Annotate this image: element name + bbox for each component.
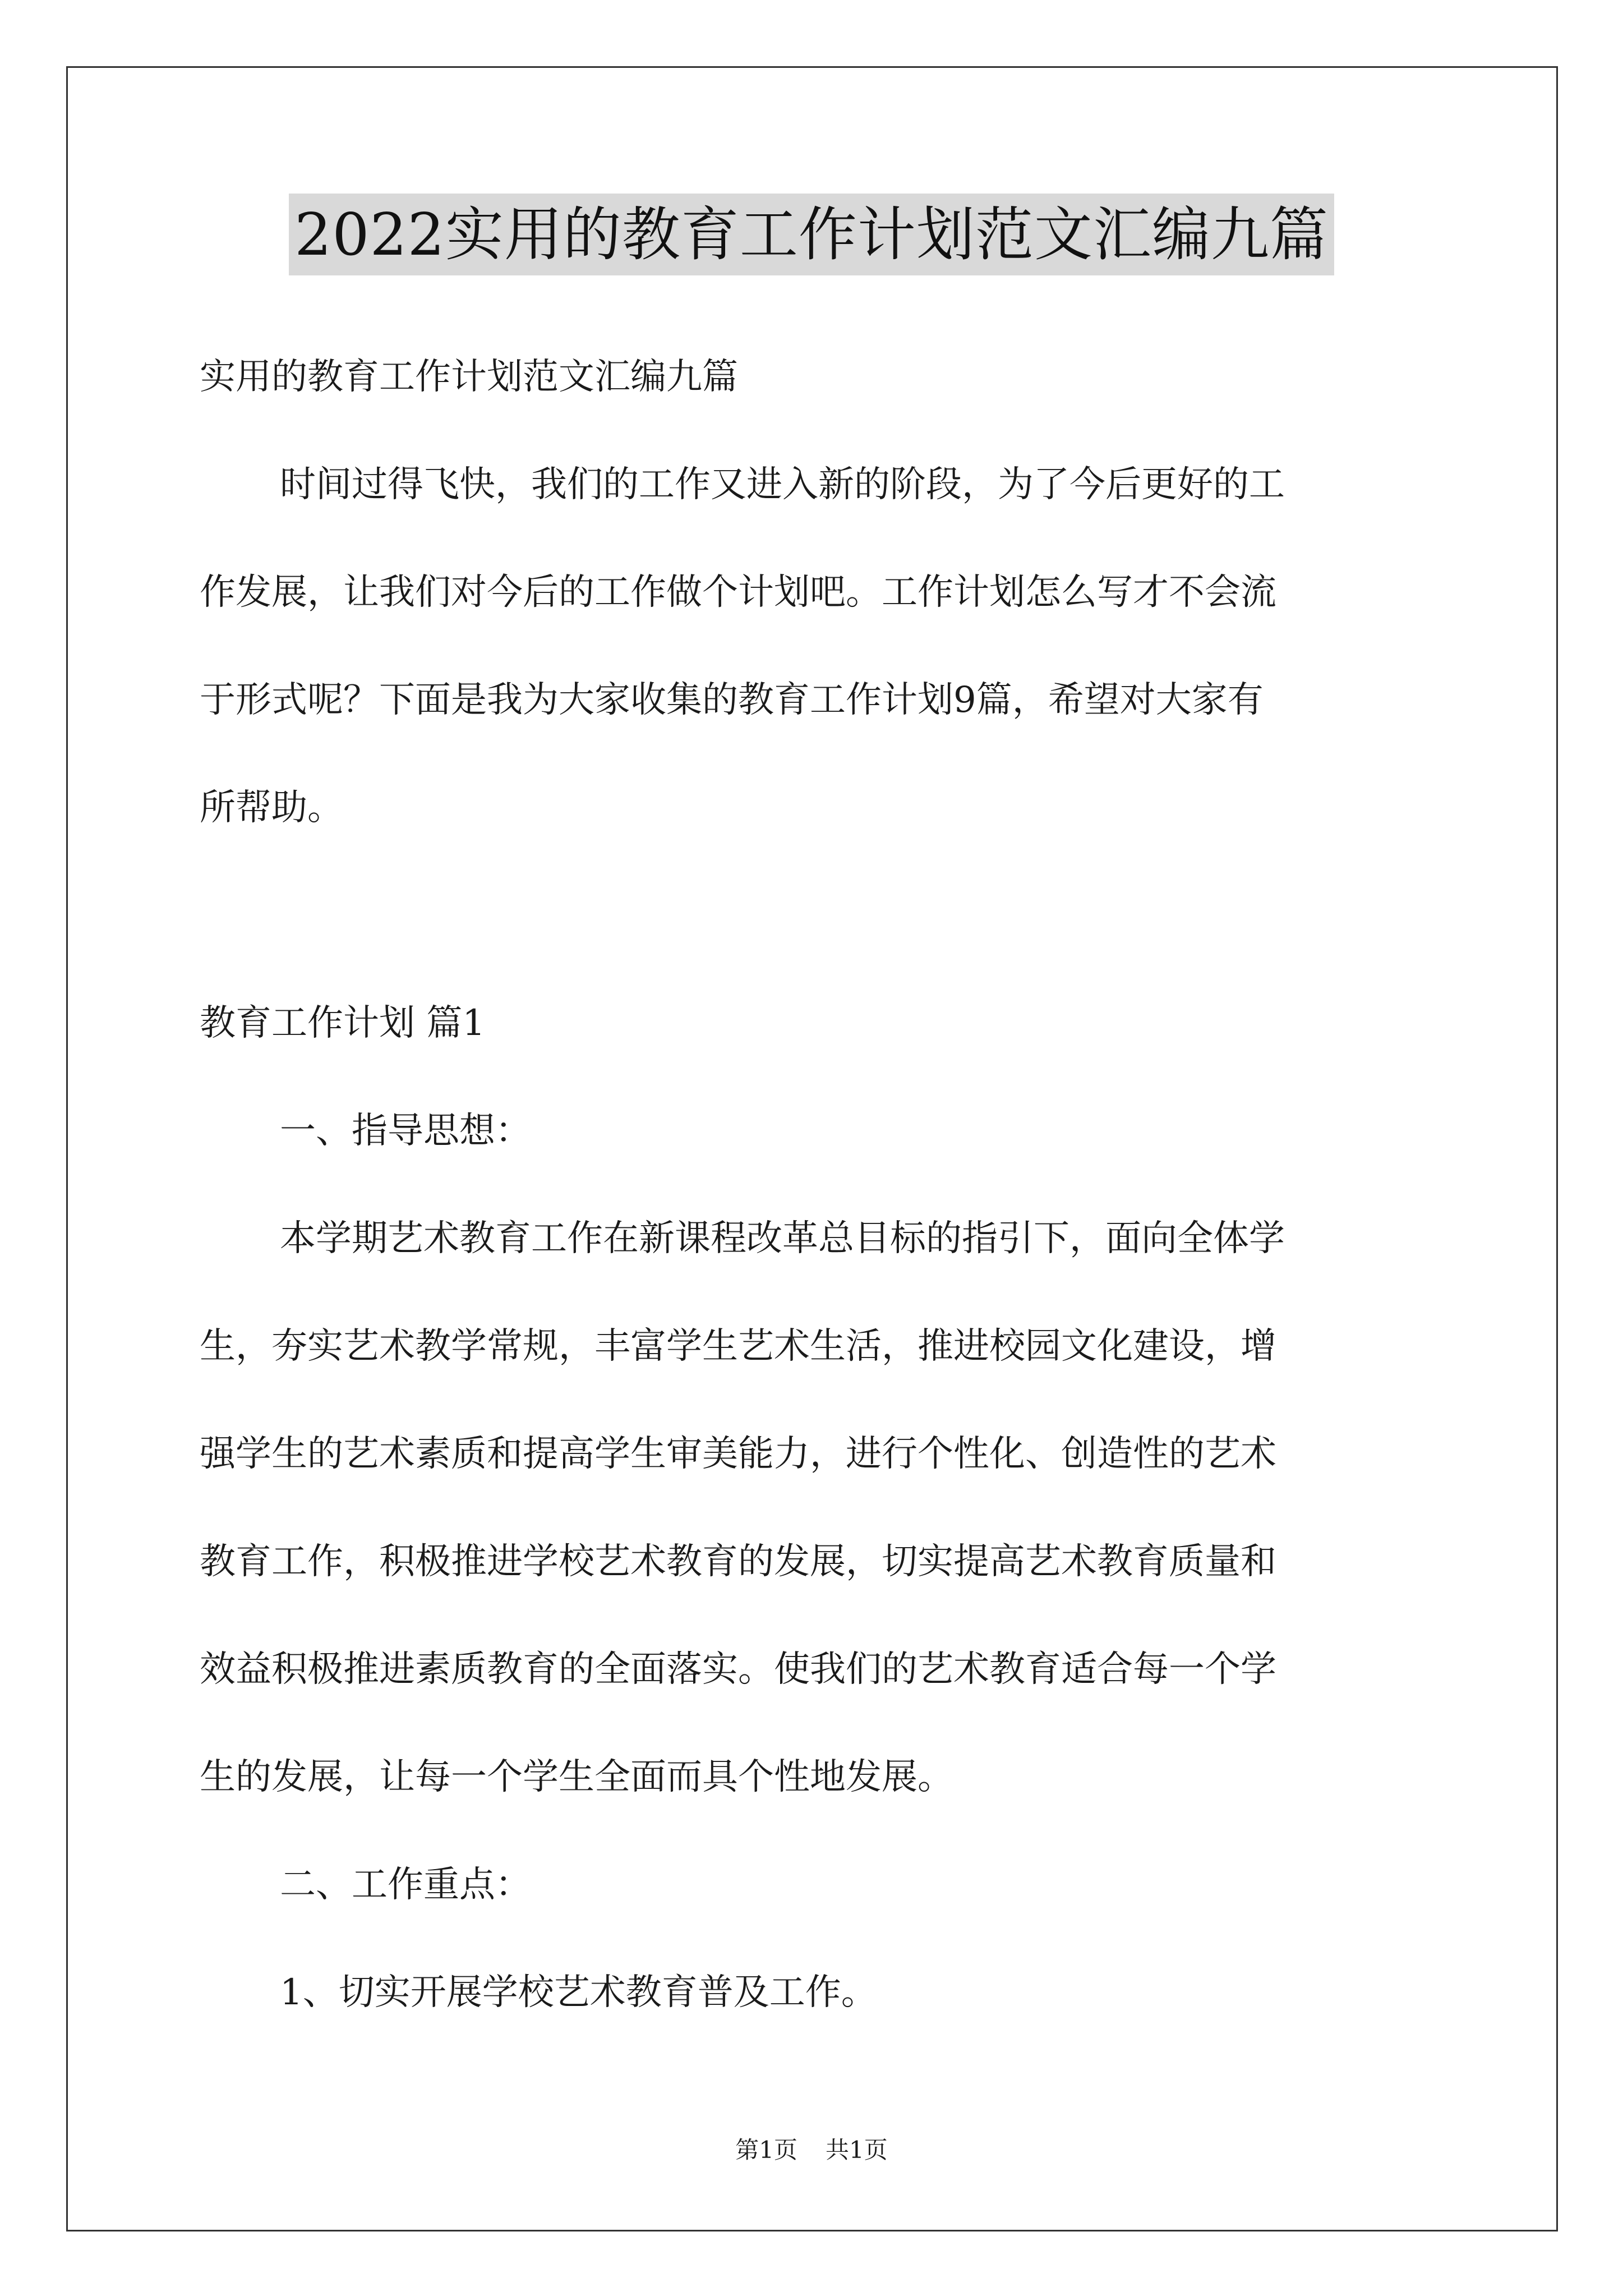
intro-line-1: 时间过得飞快，我们的工作又进入新的阶段，为了今后更好的工 [280, 464, 1285, 505]
page-number-total: 共1页 [826, 2136, 888, 2164]
document-subtitle: 实用的教育工作计划范文汇编九篇 [200, 356, 738, 398]
guiding-line-6: 生的发展，让每一个学生全面而具个性地发展。 [200, 1756, 953, 1798]
intro-line-2: 作发展，让我们对今后的工作做个计划吧。工作计划怎么写才不会流 [200, 572, 1276, 613]
guiding-line-4: 教育工作，积极推进学校艺术教育的发展，切实提高艺术教育质量和 [200, 1541, 1276, 1582]
section-heading: 教育工作计划 篇1 [200, 1002, 486, 1044]
guiding-line-2: 生，夯实艺术教学常规，丰富学生艺术生活，推进校园文化建设，增 [200, 1326, 1276, 1367]
page-number-current: 第1页 [735, 2136, 797, 2164]
document-title: 2022实用的教育工作计划范文汇编九篇 [289, 194, 1334, 275]
intro-line-4: 所帮助。 [200, 787, 343, 829]
guiding-heading: 一、指导思想： [280, 1110, 531, 1152]
title-container [0, 194, 1623, 275]
guiding-line-3: 强学生的艺术素质和提高学生审美能力，进行个性化、创造性的艺术 [200, 1433, 1276, 1475]
page-footer [0, 2134, 1623, 2166]
intro-line-3: 于形式呢？下面是我为大家收集的教育工作计划9篇，希望对大家有 [200, 679, 1264, 721]
focus-heading: 二、工作重点： [280, 1864, 531, 1906]
guiding-line-1: 本学期艺术教育工作在新课程改革总目标的指引下，面向全体学 [280, 1218, 1285, 1259]
focus-item-1: 1、切实开展学校艺术教育普及工作。 [280, 1972, 877, 2013]
guiding-line-5: 效益积极推进素质教育的全面落实。使我们的艺术教育适合每一个学 [200, 1649, 1276, 1690]
